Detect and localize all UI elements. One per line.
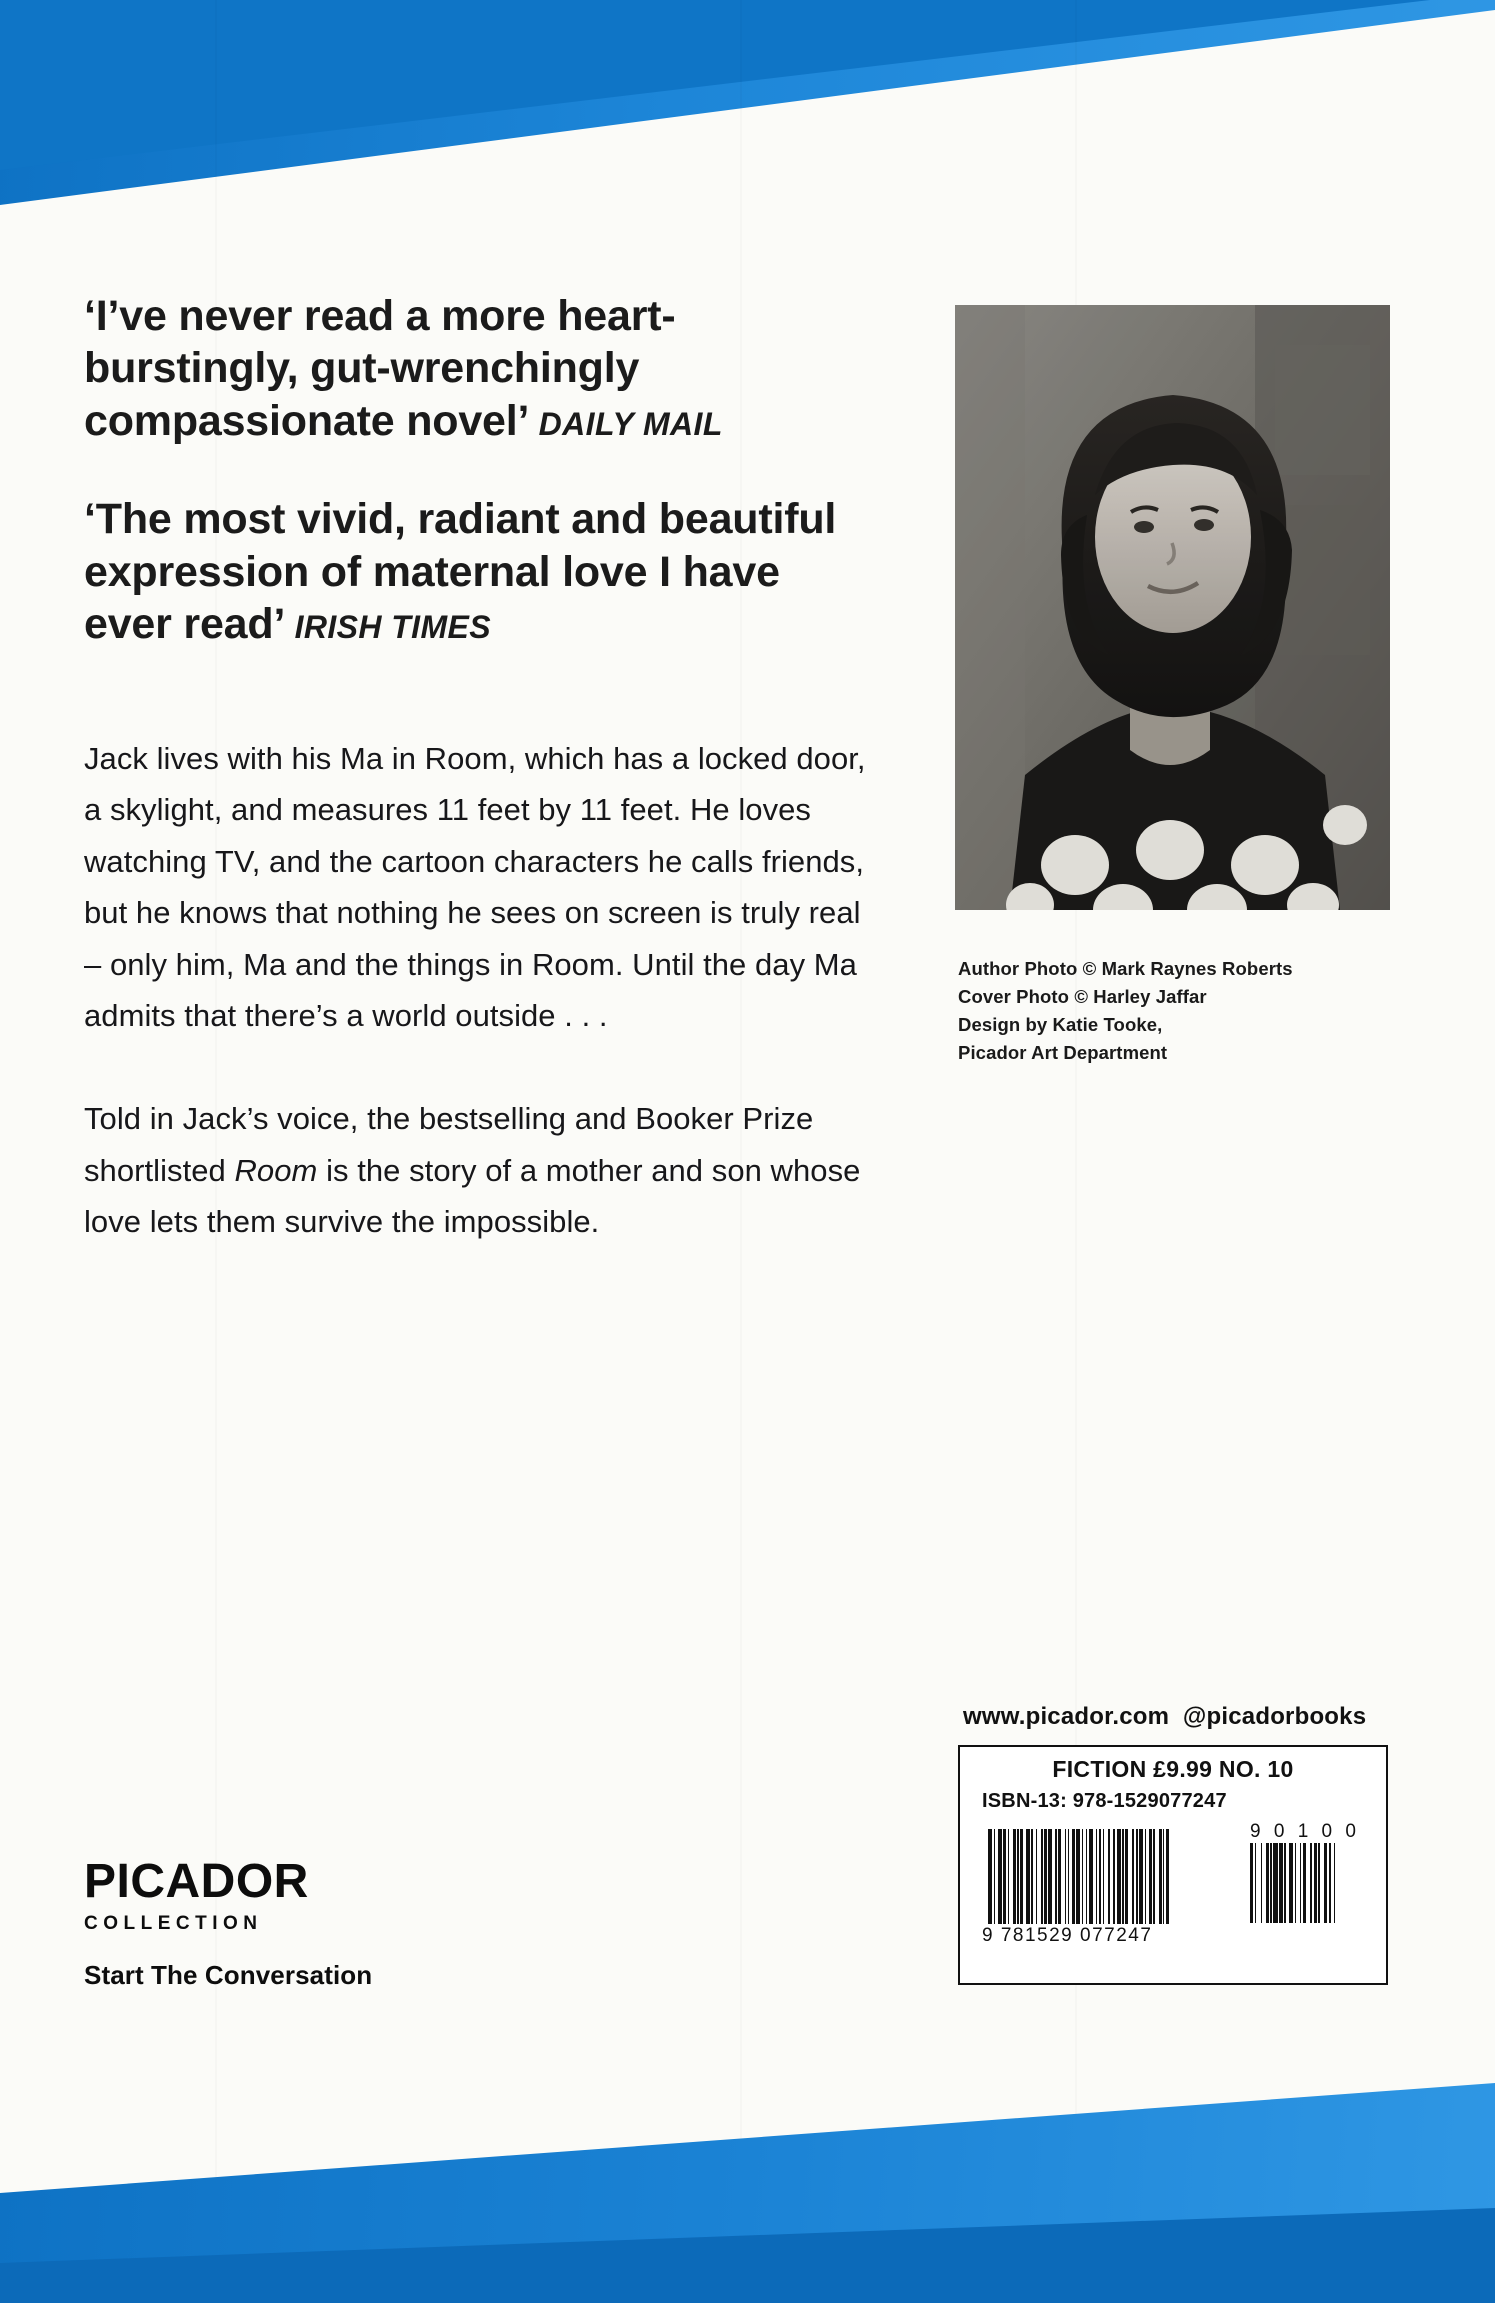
barcode-bar: [1020, 1829, 1023, 1924]
barcode-bar: [1266, 1843, 1269, 1923]
barcode-bar: [1279, 1843, 1282, 1923]
barcode-bar: [1324, 1843, 1327, 1923]
blurb-paragraph-2: [84, 1093, 874, 1247]
barcode-bar: [1255, 1843, 1257, 1923]
barcode-header: FICTION £9.99 NO. 10: [1052, 1756, 1294, 1782]
barcode-bar: [1058, 1829, 1061, 1924]
barcode-bar: [1250, 1843, 1253, 1923]
barcode-ean13: [988, 1829, 1208, 1924]
barcode-bar: [1089, 1829, 1093, 1924]
barcode-bar: [1295, 1843, 1297, 1923]
credit-line-3: Design by Katie Tooke,: [958, 1014, 1163, 1036]
barcode-bar: [1329, 1843, 1331, 1923]
portrait-photo-icon: [955, 305, 1390, 910]
barcode-bar: [1113, 1829, 1116, 1924]
pull-quote-source: IRISH TIMES: [294, 609, 491, 646]
barcode-bar: [1284, 1843, 1286, 1923]
barcode-bar: [1103, 1829, 1104, 1924]
barcode-isbn: ISBN-13: 978-1529077247: [982, 1790, 1227, 1812]
barcode-bar: [1166, 1829, 1169, 1924]
barcode-bar: [1122, 1829, 1123, 1924]
blurb-text-after: is the story of a mother and son whose love lets them survive the impossible.: [84, 1152, 861, 1240]
barcode-bar: [1076, 1829, 1080, 1924]
blurb-paragraph-1: Jack lives with his Ma in Room, which has a locked door, a skylight, and measures 11 feet by 11 feet. He loves watching TV, and the cartoon characters he calls friends, but he knows that nothing he sees on screen is truly real – only him, Ma and the things in Room. Until the day Ma admits that there’s a world outside . . .: [84, 740, 866, 1033]
barcode-bar: [1072, 1829, 1075, 1924]
barcode-bar: [1318, 1843, 1320, 1923]
barcode-bar: [1334, 1843, 1336, 1923]
pull-quote-text: ‘I’ve never read a more heart-burstingly, gut-wrenchingly compassionate novel’: [84, 292, 676, 445]
barcode-bar: [1163, 1829, 1164, 1924]
barcode-digits: 9 781529 077247: [982, 1925, 1153, 1946]
credit-line-1: Author Photo © Mark Raynes Roberts: [958, 958, 1293, 979]
barcode-bar: [1086, 1829, 1087, 1924]
barcode-bar: [1031, 1829, 1032, 1924]
barcode-bar: [1003, 1829, 1006, 1924]
barcode-bar: [1082, 1829, 1083, 1924]
barcode-block: [958, 1745, 1388, 1985]
publisher-logo-block: [84, 1855, 644, 1991]
barcode-bar: [1289, 1843, 1294, 1923]
left-text-column: [84, 290, 874, 1300]
barcode-bar: [988, 1829, 992, 1924]
barcode-bar: [1270, 1843, 1272, 1923]
pull-quote-daily-mail: [84, 290, 874, 447]
barcode-bar: [1068, 1829, 1069, 1924]
credit-line-2: Cover Photo © Harley Jaffar: [958, 986, 1207, 1008]
barcode-bar: [1044, 1829, 1047, 1924]
book-title: Room: [234, 1152, 318, 1188]
website-link[interactable]: www.picador.com: [963, 1703, 1170, 1730]
barcode-bar: [1159, 1829, 1162, 1924]
barcode-bar: [1310, 1843, 1312, 1923]
pull-quote-irish-times: [84, 493, 874, 650]
barcode-bar: [1108, 1829, 1109, 1924]
publisher-imprint: COLLECTION: [84, 1913, 263, 1934]
barcode-bar: [1153, 1829, 1154, 1924]
barcode-bar: [1017, 1829, 1018, 1924]
social-handle[interactable]: @picadorbooks: [1182, 1703, 1367, 1730]
barcode-bar: [994, 1829, 995, 1924]
barcode-bar: [1117, 1829, 1121, 1924]
barcode-bar: [1132, 1829, 1133, 1924]
credit-line-4: Picador Art Department: [958, 1042, 1168, 1064]
publisher-tagline: Start The Conversation: [84, 1960, 373, 1990]
barcode-addon-digits: 9 0 1 0 0: [1250, 1821, 1360, 1842]
barcode-bar: [1099, 1829, 1102, 1924]
barcode-bar: [998, 1829, 1002, 1924]
barcode-bar: [1036, 1829, 1037, 1924]
blurb-text-before: Told in Jack’s voice, the bestselling and Booker Prize shortlisted: [84, 1101, 814, 1188]
barcode-bar: [1048, 1829, 1052, 1924]
web-links: [963, 1703, 1366, 1731]
barcode-bar: [1096, 1829, 1097, 1924]
barcode-bar: [1013, 1829, 1016, 1924]
barcode-bar: [1008, 1829, 1009, 1924]
barcode-bar: [1273, 1843, 1278, 1923]
barcode-bar: [1041, 1829, 1042, 1924]
pull-quote-text: ‘The most vivid, radiant and beautiful expression of maternal love I have ever read’: [84, 495, 837, 649]
photo-credits: [958, 955, 1428, 1067]
barcode-bar: [1065, 1829, 1066, 1924]
barcode-bar: [1261, 1843, 1263, 1923]
barcode-bar: [1055, 1829, 1056, 1924]
barcode-addon: [1250, 1843, 1360, 1923]
barcode-bar: [1145, 1829, 1146, 1924]
publisher-name: PICADOR: [84, 1855, 309, 1908]
barcode-bar: [1125, 1829, 1128, 1924]
barcode-bar: [1314, 1843, 1317, 1923]
author-photo: [955, 305, 1390, 910]
barcode-bar: [1149, 1829, 1152, 1924]
barcode-bar: [1136, 1829, 1137, 1924]
barcode-bar: [1139, 1829, 1143, 1924]
pull-quote-source: DAILY MAIL: [538, 405, 723, 442]
barcode-bar: [1026, 1829, 1030, 1924]
barcode-bar: [1300, 1843, 1302, 1923]
barcode-bar: [1303, 1843, 1306, 1923]
barcode-bars-row: [960, 1819, 1386, 1949]
